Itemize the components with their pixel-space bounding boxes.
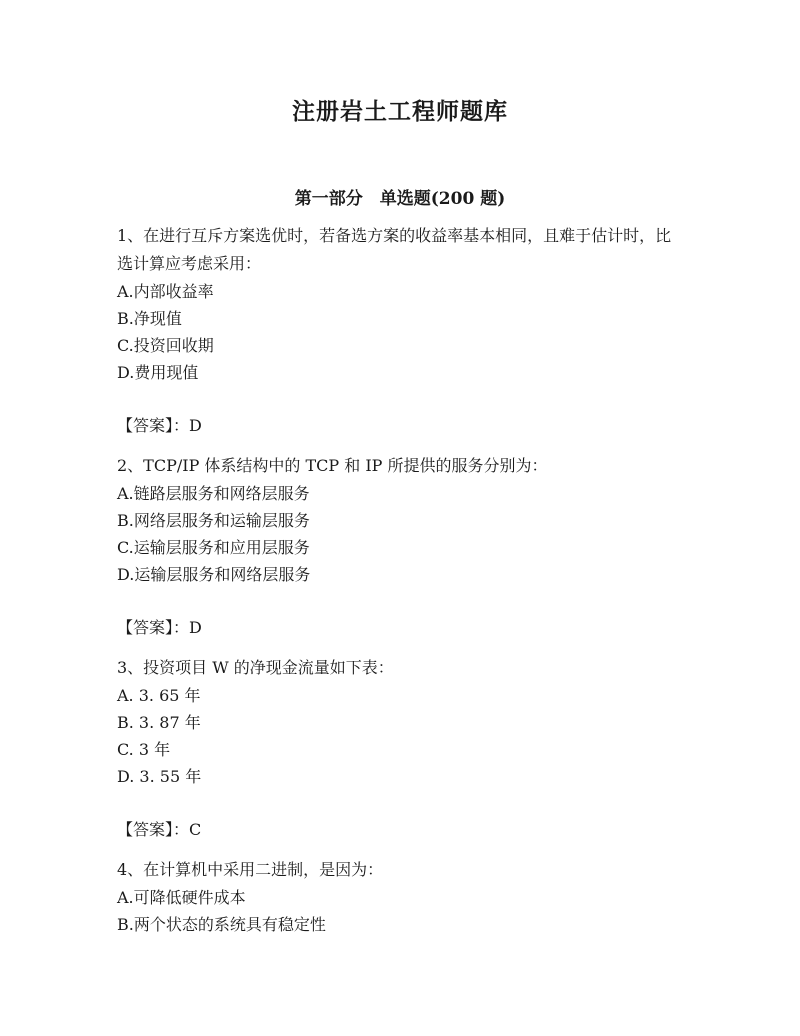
option-b: B. 3. 87 年 — [117, 713, 201, 732]
option-d: D.费用现值 — [117, 363, 199, 382]
option-c: C. 3 年 — [117, 740, 171, 759]
section-heading: 第一部分 单选题(200 题) — [294, 189, 506, 209]
answer-line: 【答案】：D — [117, 416, 202, 435]
question-stem: 3、投资项目 W 的净现金流量如下表： — [117, 658, 394, 677]
option-b: B.网络层服务和运输层服务 — [117, 511, 310, 530]
question-stem: 1、在进行互斥方案选优时，若备选方案的收益率基本相同，且难于估计时，比选计算应考虑采用： — [117, 226, 672, 273]
option-c: C.投资回收期 — [117, 336, 214, 355]
option-a: A.内部收益率 — [117, 282, 214, 301]
option-d: D.运输层服务和网络层服务 — [117, 565, 311, 584]
question-stem: 2、TCP/IP 体系结构中的 TCP 和 IP 所提供的服务分别为： — [117, 456, 548, 475]
question-item — [117, 654, 683, 844]
option-b: B.净现值 — [117, 309, 182, 328]
document-title: 注册岩土工程师题库 — [292, 98, 508, 125]
option-c: C.运输层服务和应用层服务 — [117, 538, 310, 557]
answer-line: 【答案】：D — [117, 618, 202, 637]
option-a: A.链路层服务和网络层服务 — [117, 484, 310, 503]
option-d: D. 3. 55 年 — [117, 767, 202, 786]
option-b: B.两个状态的系统具有稳定性 — [117, 915, 326, 934]
question-list — [117, 222, 683, 950]
question-item — [117, 452, 683, 642]
question-stem: 4、在计算机中采用二进制，是因为： — [117, 860, 384, 879]
option-a: A.可降低硬件成本 — [117, 888, 246, 907]
answer-line: 【答案】：C — [117, 820, 202, 839]
option-a: A. 3. 65 年 — [117, 686, 201, 705]
question-item — [117, 856, 683, 938]
question-item — [117, 222, 683, 440]
